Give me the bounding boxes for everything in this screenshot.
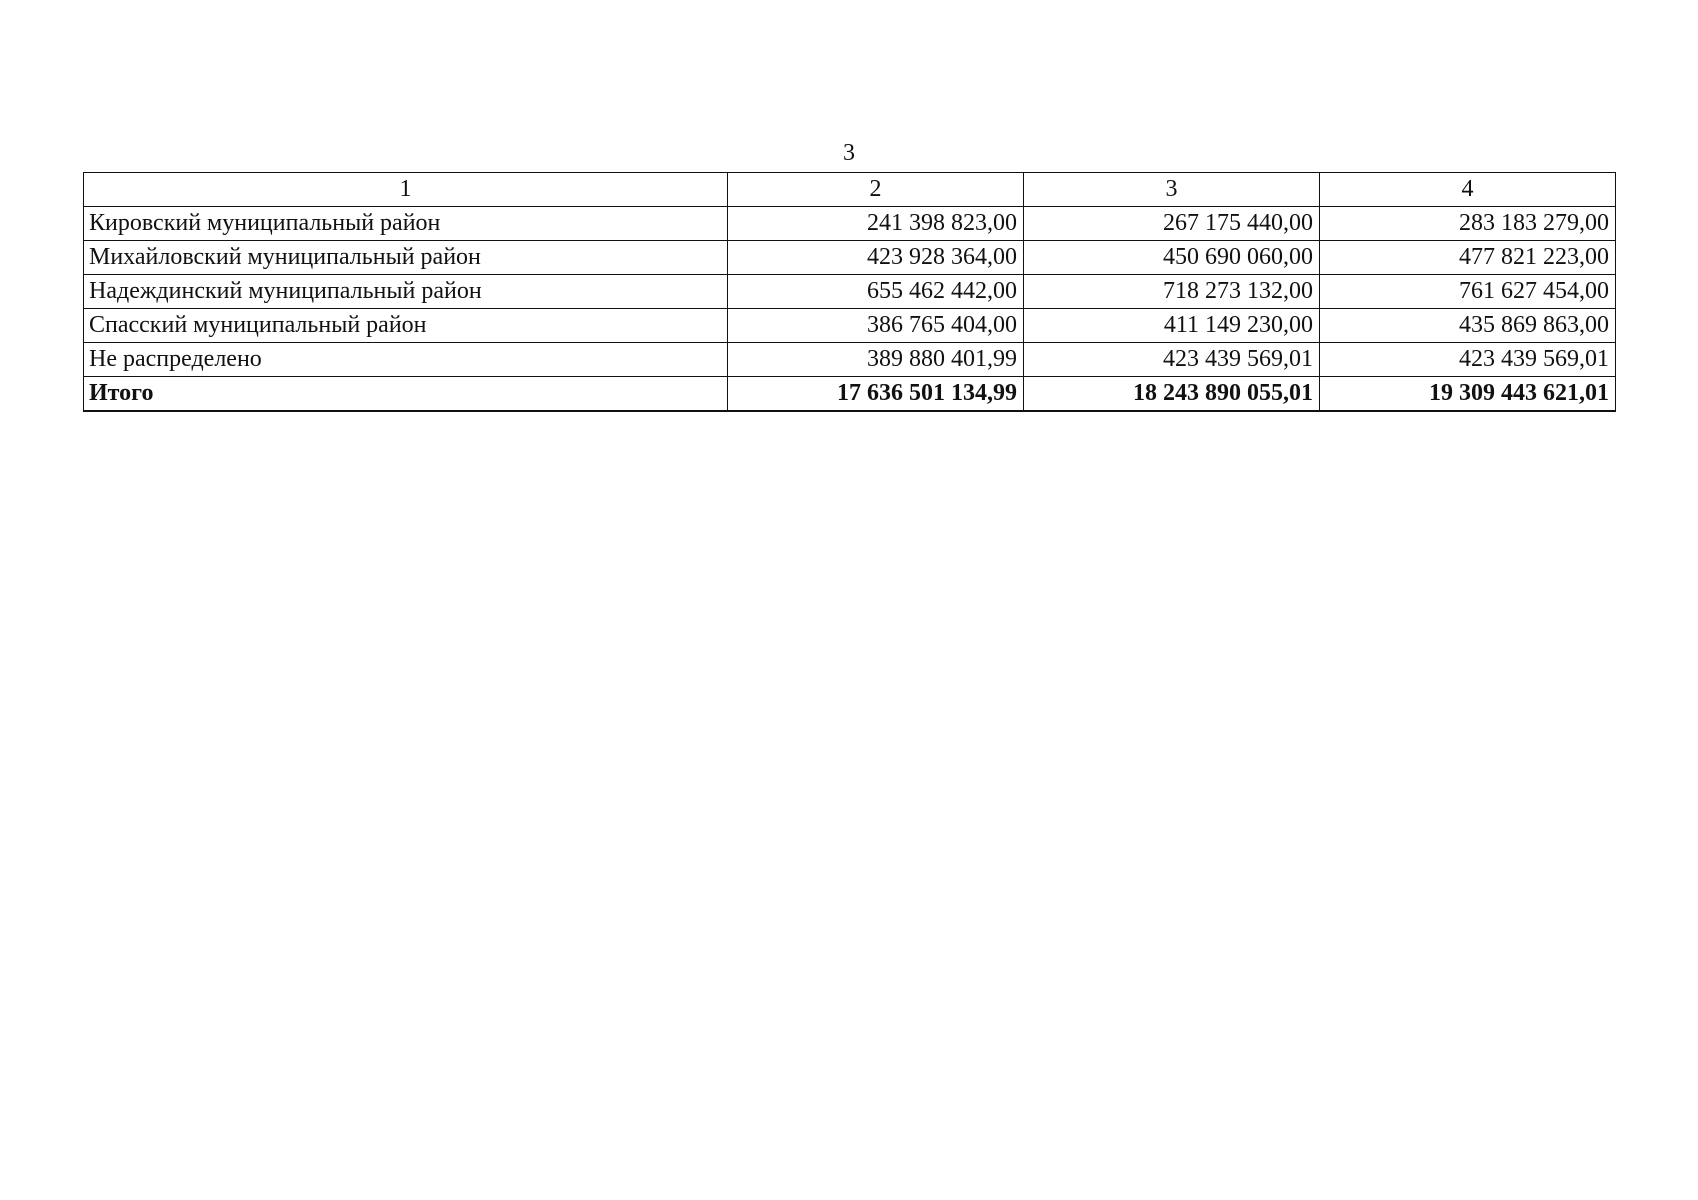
table-header-row — [84, 173, 1616, 207]
amount-cell: 423 928 364,00 — [728, 241, 1024, 275]
page-number: 3 — [843, 140, 855, 166]
table-row — [84, 343, 1616, 377]
table-row — [84, 309, 1616, 343]
total-amount-cell: 17 636 501 134,99 — [728, 377, 1024, 412]
amount-cell: 761 627 454,00 — [1320, 275, 1616, 309]
amount-cell: 718 273 132,00 — [1024, 275, 1320, 309]
column-header: 4 — [1320, 173, 1616, 207]
amount-cell: 283 183 279,00 — [1320, 207, 1616, 241]
amount-cell: 241 398 823,00 — [728, 207, 1024, 241]
district-name-cell: Не распределено — [84, 343, 728, 377]
amount-cell: 423 439 569,01 — [1024, 343, 1320, 377]
amount-cell: 411 149 230,00 — [1024, 309, 1320, 343]
total-amount-cell: 18 243 890 055,01 — [1024, 377, 1320, 412]
total-label-cell: Итого — [84, 377, 728, 412]
table-row — [84, 275, 1616, 309]
column-header: 2 — [728, 173, 1024, 207]
district-name-cell: Надеждинский муниципальный район — [84, 275, 728, 309]
amount-cell: 267 175 440,00 — [1024, 207, 1320, 241]
amount-cell: 655 462 442,00 — [728, 275, 1024, 309]
district-name-cell: Спасский муниципальный район — [84, 309, 728, 343]
column-header: 3 — [1024, 173, 1320, 207]
amount-cell: 435 869 863,00 — [1320, 309, 1616, 343]
amount-cell: 423 439 569,01 — [1320, 343, 1616, 377]
district-name-cell: Михайловский муниципальный район — [84, 241, 728, 275]
district-name-cell: Кировский муниципальный район — [84, 207, 728, 241]
budget-table — [83, 172, 1616, 412]
total-amount-cell: 19 309 443 621,01 — [1320, 377, 1616, 412]
amount-cell: 386 765 404,00 — [728, 309, 1024, 343]
table-row — [84, 207, 1616, 241]
amount-cell: 477 821 223,00 — [1320, 241, 1616, 275]
amount-cell: 450 690 060,00 — [1024, 241, 1320, 275]
amount-cell: 389 880 401,99 — [728, 343, 1024, 377]
table-row — [84, 241, 1616, 275]
total-row — [84, 377, 1616, 412]
column-header: 1 — [84, 173, 728, 207]
